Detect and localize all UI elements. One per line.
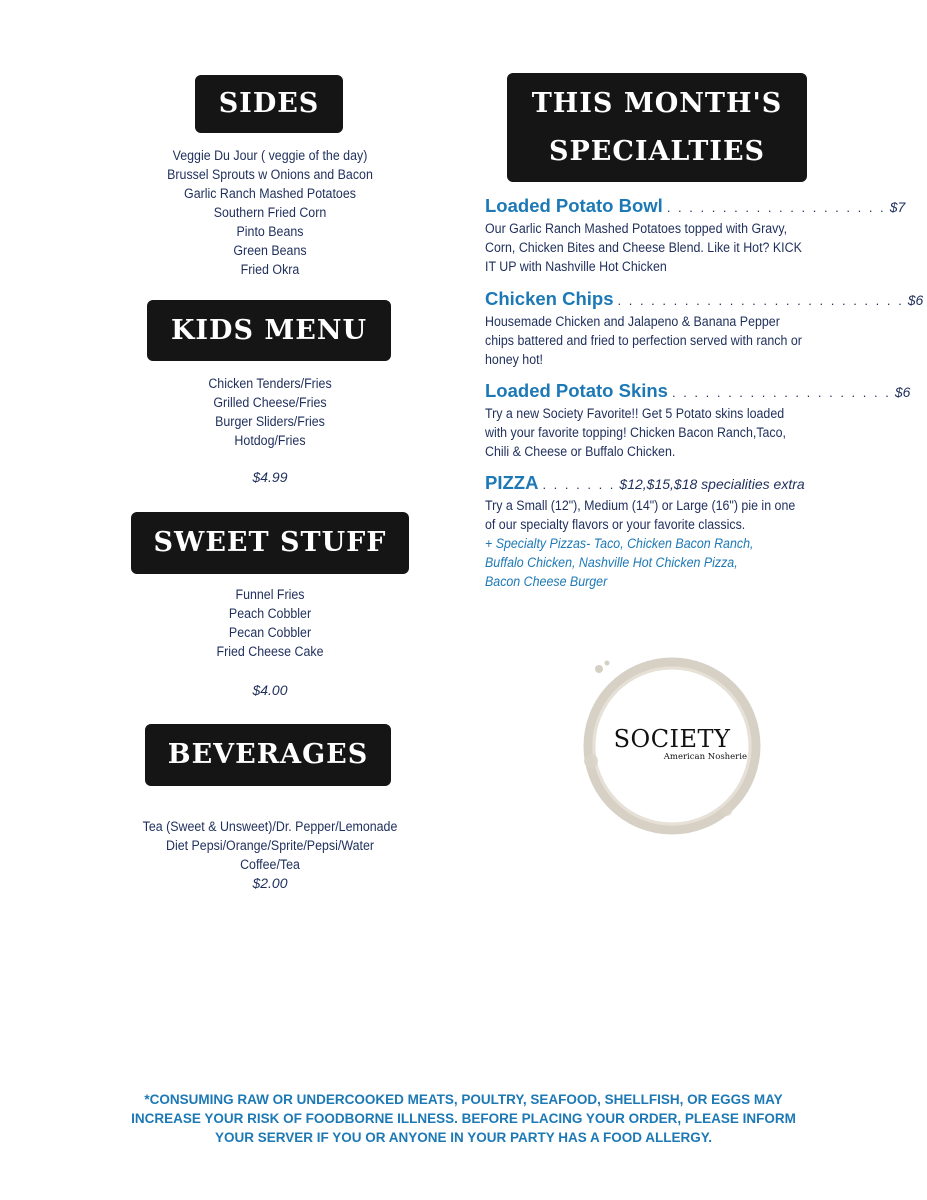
list-item: Diet Pepsi/Orange/Sprite/Pepsi/Water (165, 838, 375, 853)
specialty-description (485, 496, 807, 591)
specialty-price: $12,$15,$18 specialities extra (619, 476, 805, 492)
food-allergy-disclaimer: *CONSUMING RAW OR UNDERCOOKED MEATS, POULTRY, SEAFOOD, SHELLFISH, OR EGGS MAY INCREASE YOUR RISK OF FOODBORNE ILLNESS. BEFORE PLACING YOUR ORDER, PLEASE INFORM YOUR SERVER IF YOU OR ANYONE IN YOUR PARTY HAS A FOOD ALLERGY. (131, 1092, 796, 1145)
pizza-description-text: Try a Small (12"), Medium (14") or Large (16") pie in one of our specialty flavors or your favorite classics. (485, 498, 796, 532)
specialty-price: $6 (907, 292, 924, 308)
sides-heading-text: SIDES (218, 88, 320, 119)
specialty-name: PIZZA (485, 472, 539, 493)
specialty-item-loaded-potato-skins (485, 380, 911, 461)
logo-name: SOCIETY (613, 725, 731, 753)
society-logo (577, 651, 767, 841)
sweet-stuff-heading (134, 515, 406, 571)
list-item: Pecan Cobbler (228, 625, 312, 640)
dot-leader: . . . . . . . . . . . . . . . . . . . . (666, 200, 886, 215)
beverages-price: $2.00 (252, 875, 288, 891)
list-item: Veggie Du Jour ( veggie of the day) (172, 148, 368, 163)
specialty-description: Our Garlic Ranch Mashed Potatoes topped with Gravy, Corn, Chicken Bites and Cheese Blend. Like it Hot? KICK IT UP with Nashville Hot Chicken (485, 221, 802, 274)
specialty-name: Loaded Potato Skins (485, 380, 668, 401)
list-item: Coffee/Tea (240, 857, 300, 872)
sweet-stuff-heading-text: SWEET STUFF (153, 527, 387, 558)
list-item: Grilled Cheese/Fries (213, 395, 327, 410)
list-item: Green Beans (233, 243, 307, 258)
list-item: Burger Sliders/Fries (215, 414, 325, 429)
list-item: Hotdog/Fries (234, 433, 306, 448)
specialty-item-pizza (485, 472, 830, 591)
specialty-description: Housemade Chicken and Jalapeno & Banana Pepper chips battered and fried to perfection served with ranch or honey hot! (485, 314, 802, 367)
specialty-name: Loaded Potato Bowl (485, 195, 663, 216)
specialties-heading (510, 76, 804, 179)
specialty-item-loaded-potato-bowl (485, 195, 906, 276)
specialties-heading-line2: SPECIALTIES (548, 136, 766, 167)
list-item: Funnel Fries (235, 587, 305, 602)
beverages-list (114, 817, 427, 874)
list-item: Tea (Sweet & Unsweet)/Dr. Pepper/Lemonade (142, 819, 398, 834)
kids-menu-heading (150, 303, 388, 358)
sides-list (132, 146, 408, 279)
specialties-heading-line1: THIS MONTH'S (531, 88, 783, 119)
kids-menu-price: $4.99 (252, 469, 288, 485)
kids-menu-list (132, 374, 408, 450)
specialty-pizzas-note: + Specialty Pizzas- Taco, Chicken Bacon Ranch, Buffalo Chicken, Nashville Hot Chicken Pizza, Bacon Cheese Burger (485, 536, 754, 589)
list-item: Chicken Tenders/Fries (208, 376, 332, 391)
list-item: Brussel Sprouts w Onions and Bacon (167, 167, 373, 182)
dot-leader: . . . . . . . (542, 477, 616, 492)
sides-heading (198, 78, 340, 130)
dot-leader: . . . . . . . . . . . . . . . . . . . . . . . . . . (617, 293, 904, 308)
beverages-heading (148, 727, 388, 783)
specialty-name: Chicken Chips (485, 288, 614, 309)
kids-menu-heading-text: KIDS MENU (170, 315, 368, 346)
specialty-price: $6 (894, 384, 911, 400)
list-item: Peach Cobbler (228, 606, 312, 621)
sweet-stuff-price: $4.00 (252, 682, 288, 698)
specialty-description: Try a new Society Favorite!! Get 5 Potato skins loaded with your favorite topping! Chicken Bacon Ranch,Taco, Chili & Cheese or Buffalo Chicken. (485, 406, 787, 459)
list-item: Pinto Beans (236, 224, 304, 239)
logo-tagline: American Nosherie (663, 752, 747, 762)
list-item: Fried Cheese Cake (216, 644, 324, 659)
specialty-price: $7 (889, 199, 906, 215)
list-item: Southern Fried Corn (213, 205, 327, 220)
list-item: Fried Okra (240, 262, 300, 277)
list-item: Garlic Ranch Mashed Potatoes (184, 186, 356, 201)
dot-leader: . . . . . . . . . . . . . . . . . . . . (671, 385, 891, 400)
sweet-stuff-list (132, 585, 408, 661)
specialty-item-chicken-chips (485, 288, 924, 369)
beverages-heading-text: BEVERAGES (167, 739, 369, 770)
